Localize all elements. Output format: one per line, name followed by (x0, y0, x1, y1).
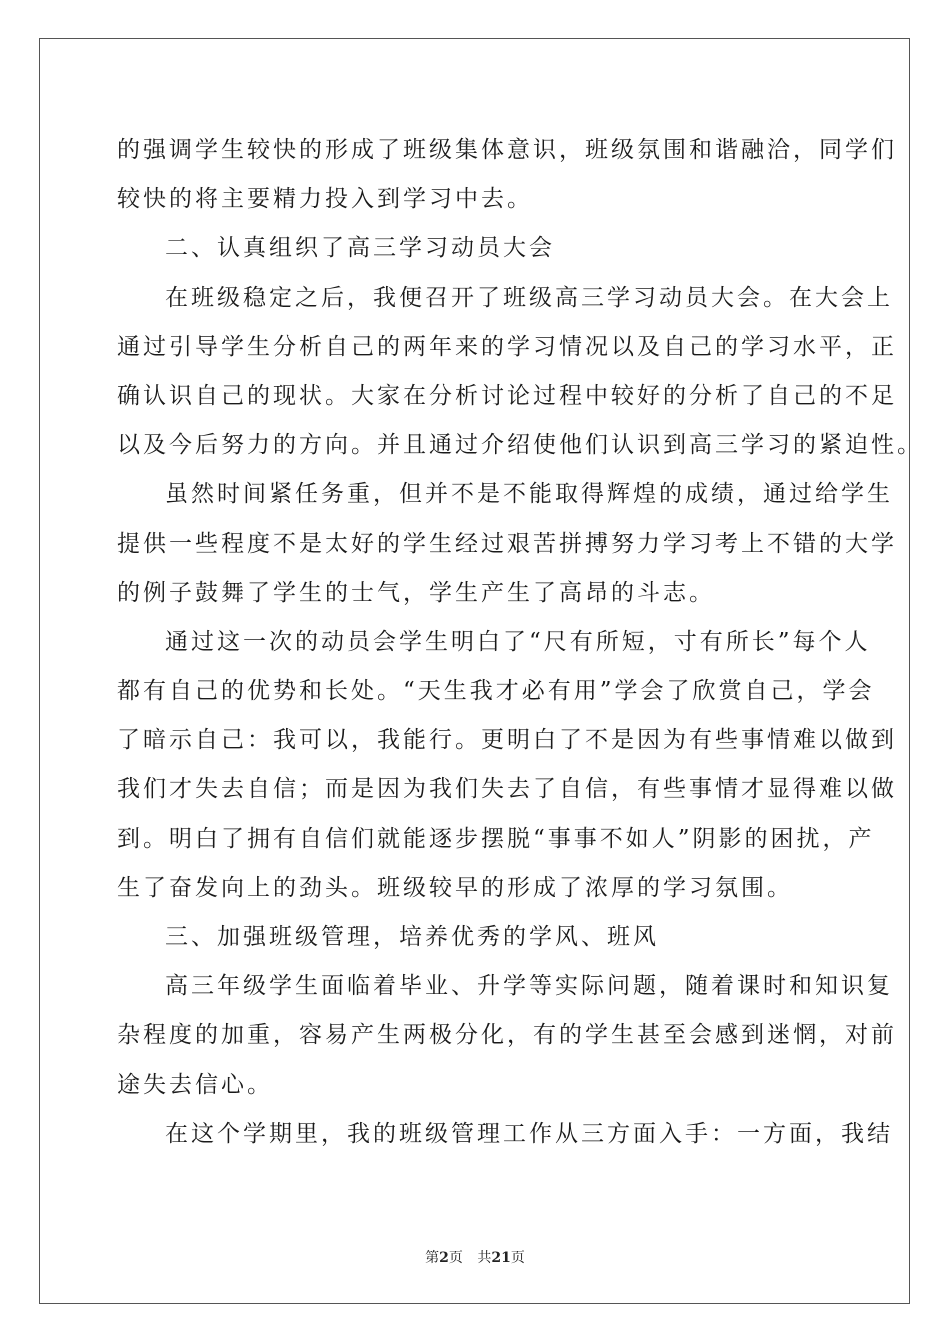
text-line: 在班级稳定之后，我便召开了班级高三学习动员大会。在大会上 (165, 284, 893, 311)
total-page-number: 21 (491, 1250, 511, 1266)
text-line: 通过这一次的动员会学生明白了“尺有所短，寸有所长”每个人 (165, 628, 871, 655)
text-line: 确认识自己的现状。大家在分析讨论过程中较好的分析了自己的不足 (117, 382, 897, 409)
text-line: 三、加强班级管理，培养优秀的学风、班风 (165, 924, 659, 950)
text-line: 的强调学生较快的形成了班级集体意识，班级氛围和谐融洽，同学们 (117, 137, 897, 163)
text-line: 高三年级学生面临着毕业、升学等实际问题，随着课时和知识复 (165, 973, 893, 1000)
text-line: 虽然时间紧任务重，但并不是不能取得辉煌的成绩，通过给学生 (165, 481, 893, 508)
current-page-number: 2 (439, 1250, 449, 1266)
text-line: 生了奋发向上的劲头。班级较早的形成了浓厚的学习氛围。 (117, 874, 793, 901)
text-line: 了暗示自己：我可以，我能行。更明白了不是因为有些事情难以做到 (117, 727, 897, 754)
text-line: 都有自己的优势和长处。“天生我才必有用”学会了欣赏自己，学会 (117, 678, 875, 705)
text-line: 在这个学期里，我的班级管理工作从三方面入手：一方面，我结 (165, 1120, 893, 1147)
text-line: 途失去信心。 (117, 1071, 273, 1098)
document-body (117, 126, 923, 1159)
total-pages-indicator: 共21页 (477, 1250, 525, 1266)
page-indicator: 第2页 (425, 1250, 463, 1266)
text-line: 以及今后努力的方向。并且通过介绍使他们认识到高三学习的紧迫性。 (117, 432, 923, 459)
text-line: 的例子鼓舞了学生的士气，学生产生了高昂的斗志。 (117, 579, 715, 606)
text-line: 我们才失去自信；而是因为我们失去了自信，有些事情才显得难以做 (117, 776, 897, 803)
text-line: 较快的将主要精力投入到学习中去。 (117, 186, 533, 213)
page-footer (0, 1247, 950, 1267)
text-line: 杂程度的加重，容易产生两极分化，有的学生甚至会感到迷惘，对前 (117, 1022, 897, 1049)
text-line: 通过引导学生分析自己的两年来的学习情况以及自己的学习水平，正 (117, 333, 897, 360)
text-line: 到。明白了拥有自信们就能逐步摆脱“事事不如人”阴影的困扰，产 (117, 825, 875, 852)
text-line: 二、认真组织了高三学习动员大会 (165, 235, 555, 262)
text-line: 提供一些程度不是太好的学生经过艰苦拼搏努力学习考上不错的大学 (117, 530, 897, 557)
